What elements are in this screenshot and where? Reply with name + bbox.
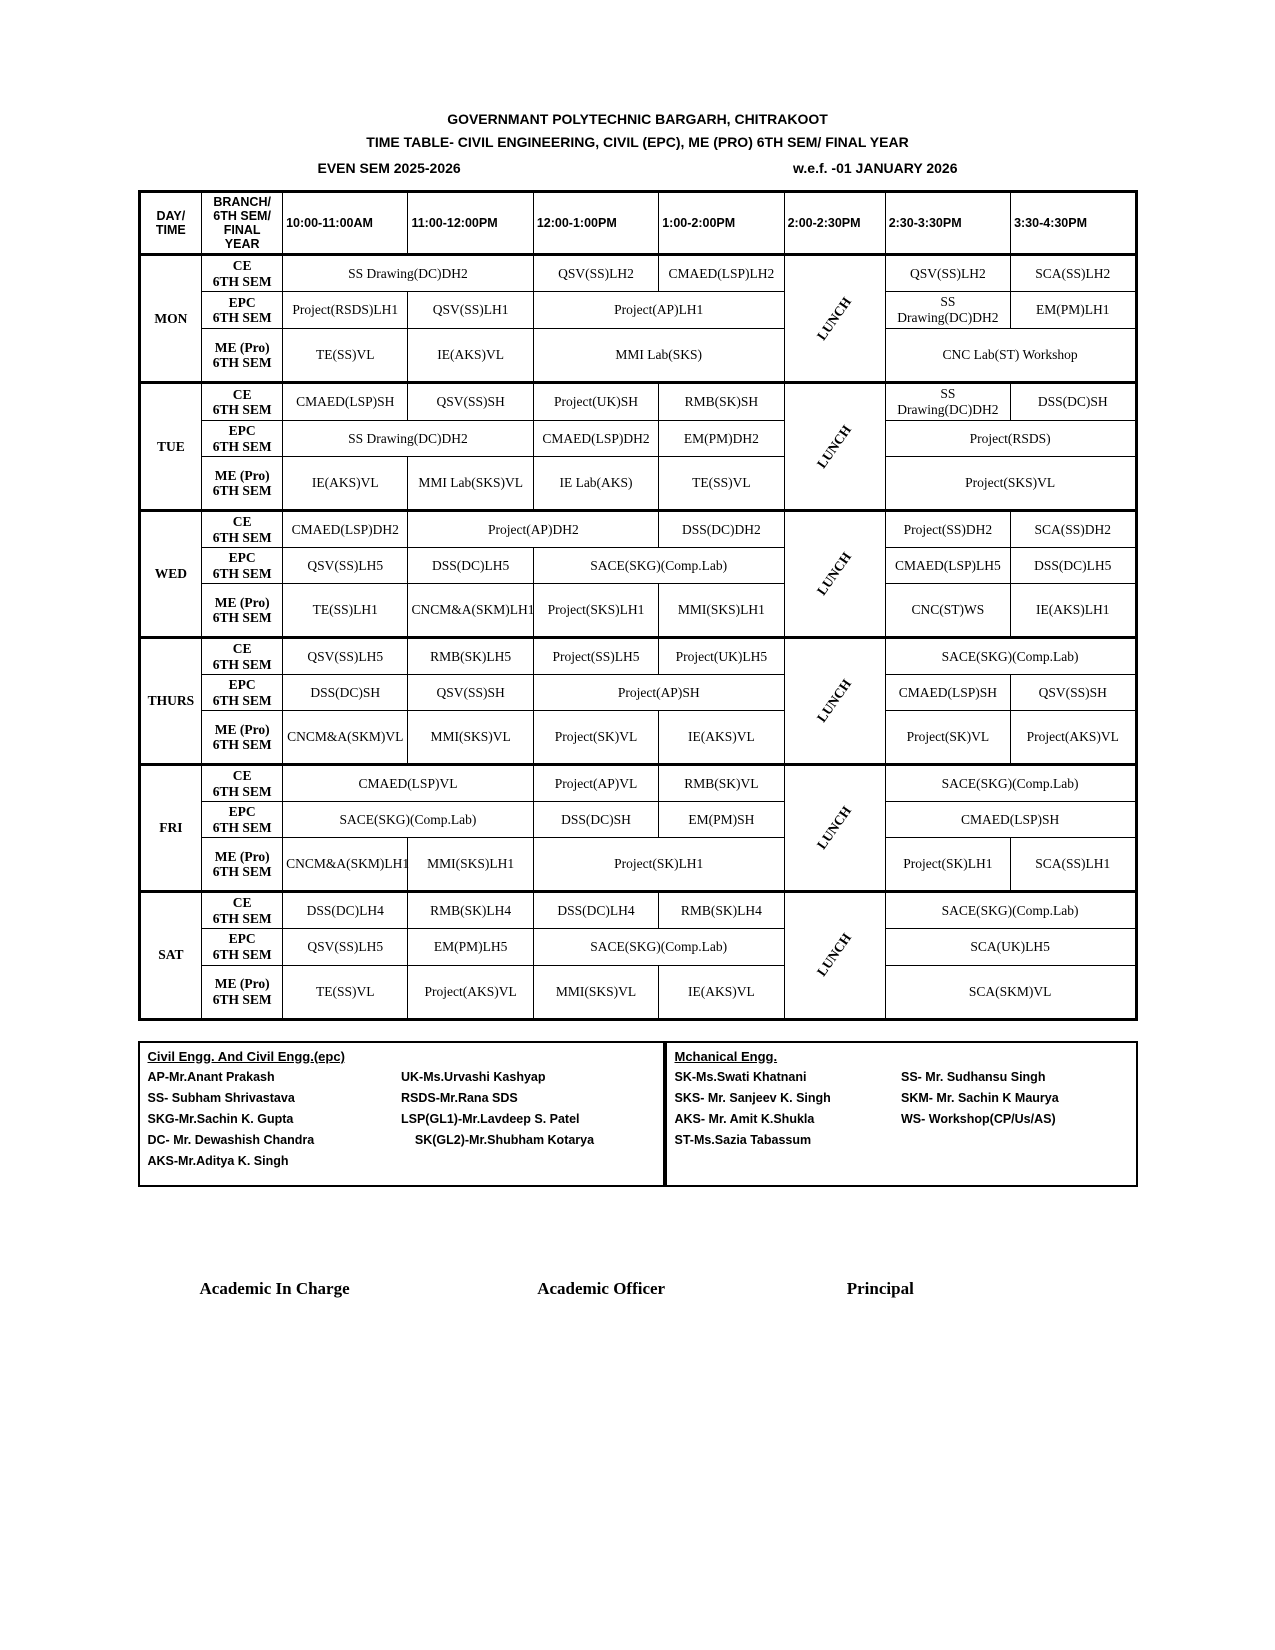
class-cell: SACE(SKG)(Comp.Lab)	[885, 892, 1136, 929]
class-cell: DSS(DC)SH	[533, 802, 658, 838]
class-cell: IE(AKS)VL	[283, 457, 408, 511]
class-cell: QSV(SS)LH2	[533, 255, 658, 292]
legend-entry: SK(GL2)-Mr.Shubham Kotarya	[401, 1132, 595, 1147]
header-row	[139, 192, 1136, 255]
class-cell: RMB(SK)SH	[659, 383, 784, 421]
class-cell: CNC(ST)WS	[885, 584, 1010, 638]
branch-cell: ME (Pro) 6TH SEM	[202, 329, 283, 383]
legend-entry: DC- Mr. Dewashish Chandra	[147, 1132, 315, 1147]
class-cell: Project(SKS)VL	[885, 457, 1136, 511]
class-cell: TE(SS)VL	[659, 457, 784, 511]
legend-entry: AKS-Mr.Aditya K. Singh	[147, 1153, 289, 1168]
table-row	[139, 511, 1136, 548]
class-cell: Project(UK)SH	[533, 383, 658, 421]
class-cell: MMI Lab(SKS)VL	[408, 457, 533, 511]
class-cell: MMI(SKS)LH1	[408, 838, 533, 892]
col-header-slot-1: 10:00-11:00AM	[283, 192, 408, 255]
class-cell: CMAED(LSP)SH	[885, 675, 1010, 711]
class-cell: TE(SS)LH1	[283, 584, 408, 638]
col-header-slot-lunch: 2:00-2:30PM	[784, 192, 885, 255]
col-header-slot-6: 3:30-4:30PM	[1011, 192, 1136, 255]
lunch-cell: LUNCH	[784, 765, 885, 892]
signature-academic-in-charge: Academic In Charge	[199, 1278, 350, 1298]
day-cell-thurs: THURS	[139, 638, 202, 765]
day-cell-sat: SAT	[139, 892, 202, 1019]
class-cell: CMAED(LSP)VL	[283, 765, 534, 802]
branch-cell: CE 6TH SEM	[202, 383, 283, 421]
branch-cell: EPC 6TH SEM	[202, 292, 283, 329]
legend-row	[148, 1112, 655, 1126]
lunch-cell: LUNCH	[784, 892, 885, 1019]
class-cell: Project(SK)VL	[533, 711, 658, 765]
class-cell: SCA(SKM)VL	[885, 965, 1136, 1019]
table-row	[139, 584, 1136, 638]
class-cell: SS Drawing(DC)DH2	[885, 292, 1010, 329]
lunch-cell: LUNCH	[784, 638, 885, 765]
class-cell: QSV(SS)LH1	[408, 292, 533, 329]
legend-entry: SS- Mr. Sudhansu Singh	[901, 1069, 1046, 1084]
class-cell: Project(AKS)VL	[1011, 711, 1136, 765]
branch-cell: CE 6TH SEM	[202, 638, 283, 675]
class-cell: EM(PM)SH	[659, 802, 784, 838]
class-cell: MMI(SKS)VL	[533, 965, 658, 1019]
table-row	[139, 711, 1136, 765]
table-row	[139, 421, 1136, 457]
class-cell: CMAED(LSP)SH	[283, 383, 408, 421]
class-cell: CNCM&A(SKM)LH1	[283, 838, 408, 892]
day-cell-tue: TUE	[139, 383, 202, 511]
table-row	[139, 802, 1136, 838]
legend-entry: SKS- Mr. Sanjeev K. Singh	[674, 1090, 831, 1105]
table-row	[139, 457, 1136, 511]
class-cell: Project(RSDS)	[885, 421, 1136, 457]
legend-entry: WS- Workshop(CP/Us/AS)	[901, 1111, 1056, 1126]
table-row	[139, 965, 1136, 1019]
signature-principal: Principal	[846, 1278, 914, 1298]
table-row	[139, 383, 1136, 421]
branch-cell: CE 6TH SEM	[202, 511, 283, 548]
table-row	[139, 255, 1136, 292]
legend-entry: SKM- Mr. Sachin K Maurya	[901, 1090, 1059, 1105]
class-cell: IE(AKS)VL	[659, 711, 784, 765]
branch-cell: CE 6TH SEM	[202, 892, 283, 929]
semester-label: EVEN SEM 2025-2026	[317, 160, 461, 177]
timetable-body	[139, 255, 1136, 1019]
class-cell: RMB(SK)LH4	[408, 892, 533, 929]
class-cell: SS Drawing(DC)DH2	[885, 383, 1010, 421]
class-cell: QSV(SS)SH	[1011, 675, 1136, 711]
col-header-slot-3: 12:00-1:00PM	[533, 192, 658, 255]
class-cell: SACE(SKG)(Comp.Lab)	[283, 802, 534, 838]
lunch-cell: LUNCH	[784, 511, 885, 638]
class-cell: QSV(SS)SH	[408, 383, 533, 421]
legend-mechanical-title: Mchanical Engg.	[674, 1048, 778, 1064]
legend-row	[148, 1091, 655, 1105]
branch-cell: EPC 6TH SEM	[202, 802, 283, 838]
class-cell: Project(AP)DH2	[408, 511, 659, 548]
legend-entry: UK-Ms.Urvashi Kashyap	[401, 1069, 546, 1084]
branch-cell: ME (Pro) 6TH SEM	[202, 457, 283, 511]
branch-cell: CE 6TH SEM	[202, 765, 283, 802]
class-cell: SCA(SS)LH2	[1011, 255, 1136, 292]
institute-name: GOVERNMANT POLYTECHNIC BARGARH, CHITRAKOOT	[447, 111, 828, 127]
class-cell: SS Drawing(DC)DH2	[283, 255, 534, 292]
class-cell: IE(AKS)LH1	[1011, 584, 1136, 638]
class-cell: Project(UK)LH5	[659, 638, 784, 675]
class-cell: Project(AP)SH	[533, 675, 784, 711]
branch-cell: ME (Pro) 6TH SEM	[202, 584, 283, 638]
class-cell: DSS(DC)LH5	[1011, 548, 1136, 584]
class-cell: RMB(SK)LH4	[659, 892, 784, 929]
class-cell: EM(PM)LH5	[408, 929, 533, 965]
legend-entry: SK-Ms.Swati Khatnani	[674, 1069, 807, 1084]
class-cell: DSS(DC)LH5	[408, 548, 533, 584]
class-cell: CNC Lab(ST) Workshop	[885, 329, 1136, 383]
signature-row	[138, 1279, 1138, 1299]
class-cell: IE(AKS)VL	[659, 965, 784, 1019]
class-cell: CNCM&A(SKM)VL	[283, 711, 408, 765]
legend-row	[675, 1091, 1128, 1105]
class-cell: TE(SS)VL	[283, 329, 408, 383]
branch-cell: ME (Pro) 6TH SEM	[202, 965, 283, 1019]
legend-entry: AKS- Mr. Amit K.Shukla	[674, 1111, 815, 1126]
legend-entry: RSDS-Mr.Rana SDS	[401, 1090, 518, 1105]
lunch-cell: LUNCH	[784, 255, 885, 383]
class-cell: QSV(SS)LH5	[283, 638, 408, 675]
legend-entry: SS- Subham Shrivastava	[147, 1090, 295, 1105]
document-subtitle: TIME TABLE- CIVIL ENGINEERING, CIVIL (EPC), ME (PRO) 6TH SEM/ FINAL YEAR	[366, 134, 909, 151]
class-cell: SCA(UK)LH5	[885, 929, 1136, 965]
class-cell: DSS(DC)SH	[283, 675, 408, 711]
class-cell: MMI Lab(SKS)	[533, 329, 784, 383]
class-cell: SCA(SS)DH2	[1011, 511, 1136, 548]
timetable	[138, 190, 1138, 1020]
legend-entry: SKG-Mr.Sachin K. Gupta	[147, 1111, 294, 1126]
class-cell: TE(SS)VL	[283, 965, 408, 1019]
class-cell: DSS(DC)LH4	[533, 892, 658, 929]
class-cell: RMB(SK)LH5	[408, 638, 533, 675]
class-cell: Project(RSDS)LH1	[283, 292, 408, 329]
legend-row	[675, 1070, 1128, 1084]
table-row	[139, 929, 1136, 965]
day-cell-fri: FRI	[139, 765, 202, 892]
branch-cell: EPC 6TH SEM	[202, 675, 283, 711]
legend-entry: LSP(GL1)-Mr.Lavdeep S. Patel	[401, 1111, 580, 1126]
class-cell: IE Lab(AKS)	[533, 457, 658, 511]
class-cell: CMAED(LSP)DH2	[533, 421, 658, 457]
class-cell: Project(AKS)VL	[408, 965, 533, 1019]
class-cell: EM(PM)DH2	[659, 421, 784, 457]
col-header-slot-5: 2:30-3:30PM	[885, 192, 1010, 255]
class-cell: SS Drawing(DC)DH2	[283, 421, 534, 457]
legend-row	[148, 1154, 655, 1168]
branch-cell: EPC 6TH SEM	[202, 929, 283, 965]
class-cell: QSV(SS)LH2	[885, 255, 1010, 292]
class-cell: CNCM&A(SKM)LH1	[408, 584, 533, 638]
legend-entry: ST-Ms.Sazia Tabassum	[674, 1132, 812, 1147]
class-cell: DSS(DC)SH	[1011, 383, 1136, 421]
legend	[138, 1041, 1138, 1187]
branch-cell: EPC 6TH SEM	[202, 548, 283, 584]
legend-row	[675, 1112, 1128, 1126]
class-cell: Project(SK)VL	[885, 711, 1010, 765]
legend-row	[148, 1133, 655, 1147]
col-header-slot-2: 11:00-12:00PM	[408, 192, 533, 255]
class-cell: Project(SKS)LH1	[533, 584, 658, 638]
table-row	[139, 638, 1136, 675]
class-cell: EM(PM)LH1	[1011, 292, 1136, 329]
class-cell: QSV(SS)LH5	[283, 929, 408, 965]
legend-entry	[901, 1133, 1128, 1147]
day-cell-mon: MON	[139, 255, 202, 383]
class-cell: Project(AP)VL	[533, 765, 658, 802]
class-cell: QSV(SS)SH	[408, 675, 533, 711]
col-header-day: DAY/ TIME	[139, 192, 202, 255]
class-cell: Project(AP)LH1	[533, 292, 784, 329]
class-cell: DSS(DC)DH2	[659, 511, 784, 548]
table-row	[139, 548, 1136, 584]
legend-civil-title: Civil Engg. And Civil Engg.(epc)	[147, 1048, 345, 1064]
document-header	[0, 0, 1275, 154]
table-row	[139, 675, 1136, 711]
class-cell: MMI(SKS)VL	[408, 711, 533, 765]
legend-entry: AP-Mr.Anant Prakash	[147, 1069, 275, 1084]
class-cell: SACE(SKG)(Comp.Lab)	[533, 929, 784, 965]
table-row	[139, 892, 1136, 929]
legend-mechanical	[665, 1041, 1138, 1187]
col-header-branch: BRANCH/ 6TH SEM/ FINAL YEAR	[202, 192, 283, 255]
class-cell: SACE(SKG)(Comp.Lab)	[885, 765, 1136, 802]
class-cell: DSS(DC)LH4	[283, 892, 408, 929]
class-cell: CMAED(LSP)LH5	[885, 548, 1010, 584]
day-cell-wed: WED	[139, 511, 202, 638]
class-cell: SACE(SKG)(Comp.Lab)	[533, 548, 784, 584]
legend-row	[148, 1070, 655, 1084]
class-cell: RMB(SK)VL	[659, 765, 784, 802]
class-cell: MMI(SKS)LH1	[659, 584, 784, 638]
branch-cell: ME (Pro) 6TH SEM	[202, 838, 283, 892]
legend-civil	[138, 1041, 665, 1187]
legend-row	[675, 1133, 1128, 1147]
timetable-head	[139, 192, 1136, 255]
table-row	[139, 329, 1136, 383]
class-cell: Project(SS)LH5	[533, 638, 658, 675]
lunch-cell: LUNCH	[784, 383, 885, 511]
class-cell: Project(SS)DH2	[885, 511, 1010, 548]
branch-cell: CE 6TH SEM	[202, 255, 283, 292]
class-cell: IE(AKS)VL	[408, 329, 533, 383]
semester-line	[318, 160, 958, 176]
class-cell: QSV(SS)LH5	[283, 548, 408, 584]
class-cell: SACE(SKG)(Comp.Lab)	[885, 638, 1136, 675]
class-cell: SCA(SS)LH1	[1011, 838, 1136, 892]
legend-entry	[401, 1154, 655, 1168]
wef-label: w.e.f. -01 JANUARY 2026	[793, 160, 958, 177]
table-row	[139, 292, 1136, 329]
branch-cell: ME (Pro) 6TH SEM	[202, 711, 283, 765]
class-cell: CMAED(LSP)SH	[885, 802, 1136, 838]
signature-academic-officer: Academic Officer	[537, 1278, 666, 1298]
class-cell: CMAED(LSP)LH2	[659, 255, 784, 292]
table-row	[139, 765, 1136, 802]
class-cell: CMAED(LSP)DH2	[283, 511, 408, 548]
class-cell: Project(SK)LH1	[533, 838, 784, 892]
branch-cell: EPC 6TH SEM	[202, 421, 283, 457]
table-row	[139, 838, 1136, 892]
col-header-slot-4: 1:00-2:00PM	[659, 192, 784, 255]
class-cell: Project(SK)LH1	[885, 838, 1010, 892]
